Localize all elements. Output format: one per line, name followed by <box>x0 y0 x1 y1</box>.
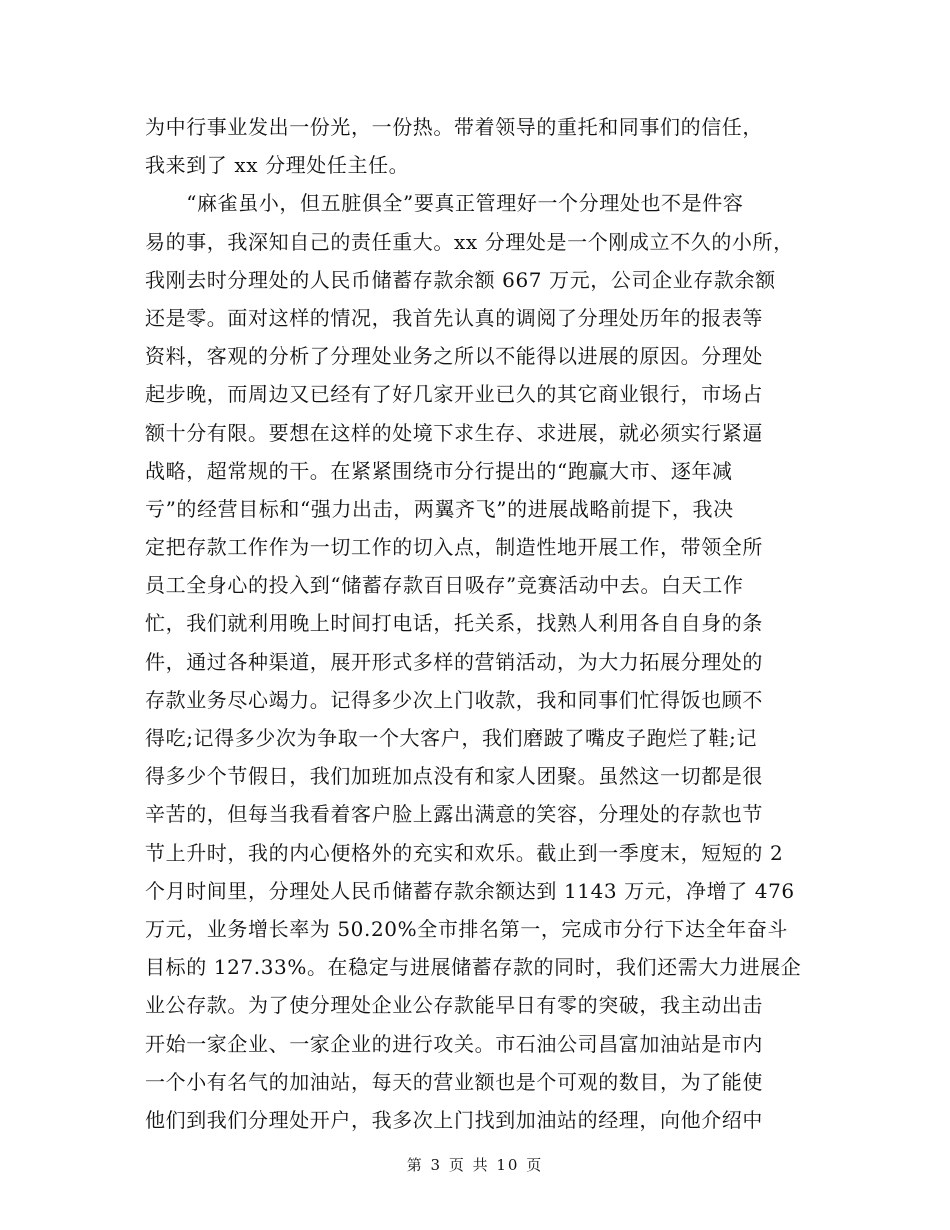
text-line: 他们到我们分理处开户，我多次上门找到加油站的经理，向他介绍中 <box>145 1107 763 1132</box>
text-line: 还是零。面对这样的情况，我首先认真的调阅了分理处历年的报表等 <box>145 305 763 330</box>
text-line: 我刚去时分理处的人民币储蓄存款余额 667 万元，公司企业存款余额 <box>145 267 776 292</box>
text-line: 件，通过各种渠道，展开形式多样的营销活动，为大力拓展分理处的 <box>145 649 763 674</box>
body-text <box>145 108 815 1139</box>
text-line: 存款业务尽心竭力。记得多少次上门收款，我和同事们忙得饭也顾不 <box>145 687 763 712</box>
text-line: 辛苦的，但每当我看着客户脸上露出满意的笑容，分理处的存款也节 <box>145 802 763 827</box>
text-line: 易的事，我深知自己的责任重大。xx 分理处是一个刚成立不久的小所， <box>145 229 794 254</box>
text-line: 忙，我们就利用晚上时间打电话，托关系，找熟人利用各自自身的条 <box>145 611 763 636</box>
text-line: 得多少个节假日，我们加班加点没有和家人团聚。虽然这一切都是很 <box>145 764 763 789</box>
text-line: 定把存款工作作为一切工作的切入点，制造性地开展工作，带领全所 <box>145 535 763 560</box>
text-line: 业公存款。为了使分理处企业公存款能早日有零的突破，我主动出击 <box>145 993 763 1018</box>
text-line: 额十分有限。要想在这样的处境下求生存、求进展，就必须实行紧逼 <box>145 420 763 445</box>
text-line: “麻雀虽小，但五脏俱全”要真正管理好一个分理处也不是件容 <box>145 191 744 216</box>
text-line: 目标的 127.33%。在稳定与进展储蓄存款的同时，我们还需大力进展企 <box>145 955 802 980</box>
text-line: 开始一家企业、一家企业的进行攻关。市石油公司昌富加油站是市内 <box>145 1031 763 1056</box>
text-line: 起步晚，而周边又已经有了好几家开业已久的其它商业银行，市场占 <box>145 382 763 407</box>
text-line: 员工全身心的投入到“储蓄存款百日吸存”竞赛活动中去。白天工作 <box>145 573 744 598</box>
text-line: 为中行事业发出一份光，一份热。带着领导的重托和同事们的信任， <box>145 115 763 139</box>
text-line: 战略，超常规的干。在紧紧围绕市分行提出的“跑赢大市、逐年减 <box>145 458 733 483</box>
text-line: 个月时间里，分理处人民币储蓄存款余额达到 1143 万元，净增了 476 <box>145 878 795 903</box>
text-line: 亏”的经营目标和“强力出击，两翼齐飞”的进展战略前提下，我决 <box>145 496 734 521</box>
text-line: 一个小有名气的加油站，每天的营业额也是个可观的数目，为了能使 <box>145 1069 763 1094</box>
text-line: 我来到了 xx 分理处任主任。 <box>145 153 410 178</box>
text-line: 资料，客观的分析了分理处业务之所以不能得以进展的原因。分理处 <box>145 344 763 369</box>
text-line: 万元，业务增长率为 50.20%全市排名第一，完成市分行下达全年奋斗 <box>145 916 789 941</box>
text-line: 得吃;记得多少次为争取一个大客户，我们磨跛了嘴皮子跑烂了鞋;记 <box>145 726 758 750</box>
page-footer: 第 3 页 共 10 页 <box>406 1156 544 1174</box>
text-line: 节上升时，我的内心便格外的充实和欢乐。截止到一季度末，短短的 2 <box>145 840 784 865</box>
